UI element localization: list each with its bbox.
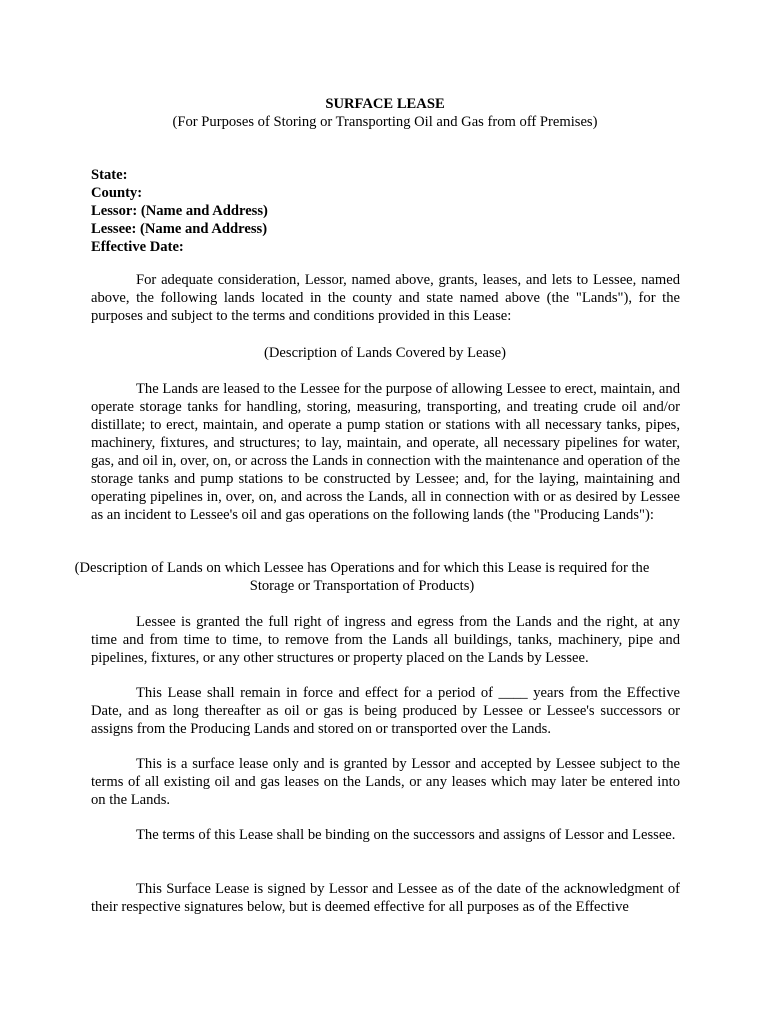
lands-description-placeholder: (Description of Lands Covered by Lease) [264,345,506,361]
header-fields [91,166,268,256]
paragraph-binding: The terms of this Lease shall be binding on the successors and assigns of Lessor and Lessee. [136,827,676,843]
document-subtitle: (For Purposes of Storing or Transporting Oil and Gas from off Premises) [172,114,598,130]
field-state: State: [91,167,128,183]
paragraph-surface-only: This is a surface lease only and is granted by Lessor and accepted by Lessee subject to the terms of all existing oil and gas leases on the Lands, or any leases which may later be entered into on the Lands. [91,756,680,808]
paragraph-term: This Lease shall remain in force and effect for a period of ____ years from the Effective Date, and as long thereafter as oil or gas is being produced by Lessee or Lessee's successors or assigns from the Producing Lands and stored on or transported over the Lands. [91,685,680,737]
paragraph-signature: This Surface Lease is signed by Lessor and Lessee as of the date of the acknowledgment of their respective signatures below, but is deemed effective for all purposes as of the Effective [91,881,680,915]
field-county: County: [91,185,143,201]
paragraph-grant: For adequate consideration, Lessor, named above, grants, leases, and lets to Lessee, named above, the following lands located in the county and state named above (the "Lands"), for the purposes and subject to the terms and conditions provided in this Lease: [91,272,680,324]
field-lessor: Lessor: (Name and Address) [91,203,268,219]
field-lessee: Lessee: (Name and Address) [91,221,268,237]
producing-lands-description-placeholder: (Description of Lands on which Lessee has Operations and for which this Lease is required for the Storage or Transportation of Products) [74,560,650,594]
field-effective-date: Effective Date: [91,239,184,255]
paragraph-purpose: The Lands are leased to the Lessee for the purpose of allowing Lessee to erect, maintain, and operate storage tanks for handling, storing, measuring, transporting, and treating crude oil and/or distillate; to erect, maintain, and operate a pump station or stations with all necessary tanks, pipes, machinery, fixtures, and structures; to lay, maintain, and operate, all necessary pipelines for water, gas, and oil in, over, on, or across the Lands in connection with the maintenance and operation of the storage tanks and pump stations to be constructed by Lessee; and, for the laying, maintaining and operating pipelines in, over, on, and across the Lands, all in connection with or as desired by Lessee as an incident to Lessee's oil and gas operations on the following lands (the "Producing Lands"): [91,381,680,523]
paragraph-ingress-egress: Lessee is granted the full right of ingress and egress from the Lands and the right, at any time and from time to time, to remove from the Lands all buildings, tanks, machinery, pipe and pipelines, fixtures, or any other structures or property placed on the Lands by Lessee. [91,614,680,666]
document-title: SURFACE LEASE [325,96,445,112]
